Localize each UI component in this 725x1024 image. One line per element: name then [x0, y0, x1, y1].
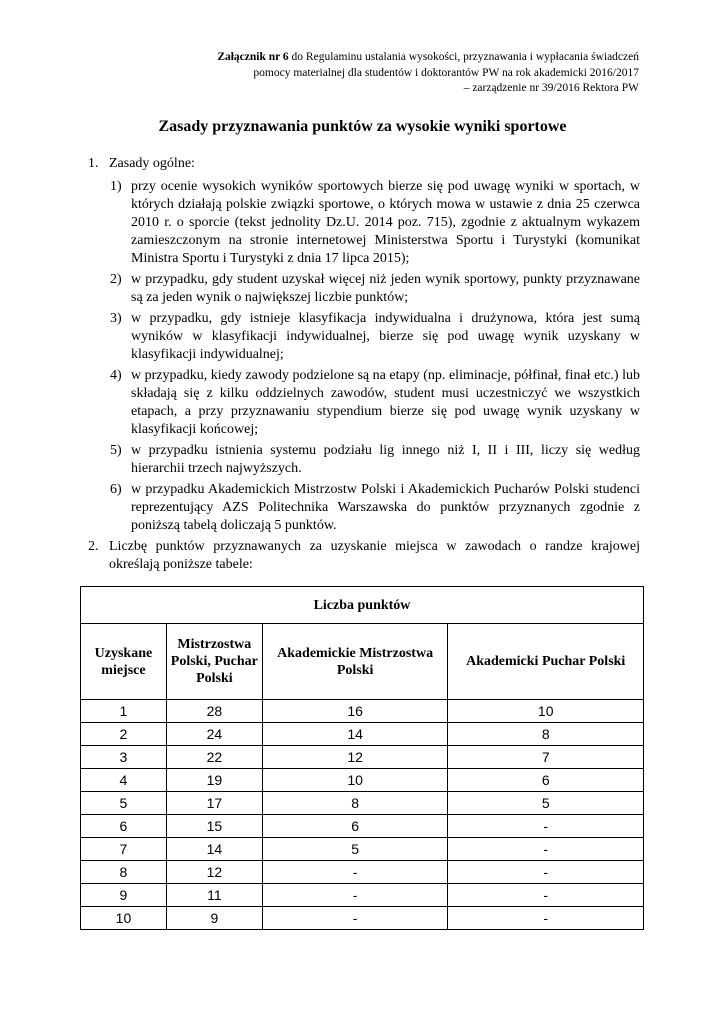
list-item-number: 3)	[110, 311, 122, 326]
table-cell: -	[448, 884, 644, 907]
header-line-1	[159, 50, 639, 66]
points-table	[80, 586, 644, 930]
table-cell: 5	[448, 792, 644, 815]
table-cell: 12	[262, 746, 448, 769]
page-title: Zasady przyznawania punktów za wysokie wyniki sportowe	[158, 118, 567, 135]
rules-list	[110, 178, 640, 538]
table-cell: 6	[81, 815, 167, 838]
header-line-3: – zarządzenie nr 39/2016 Rektora PW	[463, 82, 639, 94]
table-cell: 17	[166, 792, 262, 815]
table-row	[81, 884, 644, 907]
list-item-text: w przypadku Akademickich Mistrzostw Polski i Akademickich Pucharów Polski studenci reprezentujący AZS Politechnika Warszawska do punktów przyznanych zgodnie z poniższą tabelą doliczają 5 punktów.	[131, 482, 640, 533]
section-2	[88, 538, 640, 574]
list-item	[110, 178, 640, 268]
list-item-text: w przypadku istnienia systemu podziału lig innego niż I, II i III, liczy się według hierarchii trzech najwyższych.	[131, 443, 640, 476]
table-cell: 24	[166, 723, 262, 746]
table-cell: 5	[262, 838, 448, 861]
table-cell: 10	[448, 700, 644, 723]
list-item	[110, 442, 640, 478]
table-cell: 8	[81, 861, 167, 884]
table-cell: -	[262, 861, 448, 884]
table-row	[81, 723, 644, 746]
table-row	[81, 815, 644, 838]
header-line-2: pomocy materialnej dla studentów i doktorantów PW na rok akademicki 2016/2017	[253, 66, 639, 79]
table-caption-row	[81, 587, 644, 624]
section-1-heading	[88, 155, 640, 173]
list-item-text: w przypadku, kiedy zawody podzielone są na etapy (np. eliminacje, półfinał, finał etc.) lub składają się z kilku oddzielnych zawodów, student musi uczestniczyć we wszystkich etapach, a przy przyznawaniu stypendium bierze się pod uwagę wynik uzyskany w klasyfikacji końcowej;	[131, 368, 640, 437]
table-cell: 7	[448, 746, 644, 769]
attachment-label: Załącznik nr 6	[217, 51, 289, 63]
table-cell: 12	[166, 861, 262, 884]
list-item	[110, 310, 640, 364]
section-2-text: Liczbę punktów przyznawanych za uzyskanie miejsca w zawodach o randze krajowej określają poniższe tabele:	[109, 539, 640, 572]
table-row	[81, 792, 644, 815]
table-cell: 8	[262, 792, 448, 815]
column-header-academic-championship: Akademickie Mistrzostwa Polski	[262, 624, 448, 700]
table-cell: 6	[262, 815, 448, 838]
table-cell: 10	[81, 907, 167, 930]
table-row	[81, 861, 644, 884]
list-item	[110, 367, 640, 439]
table-cell: 3	[81, 746, 167, 769]
table-cell: -	[262, 884, 448, 907]
table-cell: 4	[81, 769, 167, 792]
table-row	[81, 746, 644, 769]
column-header-academic-cup: Akademicki Puchar Polski	[448, 624, 644, 700]
table-row	[81, 907, 644, 930]
table-cell: 15	[166, 815, 262, 838]
table-cell: 19	[166, 769, 262, 792]
section-1-title: Zasady ogólne:	[109, 156, 195, 171]
table-cell: 28	[166, 700, 262, 723]
table-cell: 10	[262, 769, 448, 792]
table-cell: 14	[262, 723, 448, 746]
table-cell: 14	[166, 838, 262, 861]
section-2-number: 2.	[88, 539, 99, 554]
section-1-number: 1.	[88, 156, 99, 171]
list-item-text: przy ocenie wysokich wyników sportowych bierze się pod uwagę wyniki w sportach, w których działają polskie związki sportowe, o których mowa w ustawie z dnia 25 czerwca 2010 r. o sporcie (tekst jednolity Dz.U. 2014 poz. 715), zgodnie z aktualnym wykazem zamieszczonym na stronie internetowej Ministerstwa Sportu i Turystyki (komunikat Ministra Sportu i Turystyki z dnia 17 lipca 2015);	[131, 179, 640, 266]
table-row	[81, 769, 644, 792]
table-cell: 22	[166, 746, 262, 769]
table-cell: 6	[448, 769, 644, 792]
column-header-polish-championship: Mistrzostwa Polski, Puchar Polski	[166, 624, 262, 700]
list-item-text: w przypadku, gdy student uzyskał więcej niż jeden wynik sportowy, punkty przyznawane są za jeden wynik o największej liczbie punktów;	[131, 272, 640, 305]
header-line-1-rest: do Regulaminu ustalania wysokości, przyznawania i wypłacania świadczeń	[288, 51, 639, 63]
table-cell: -	[448, 907, 644, 930]
table-cell: 5	[81, 792, 167, 815]
table-cell: 7	[81, 838, 167, 861]
list-item-number: 6)	[110, 482, 122, 497]
table-cell: -	[448, 861, 644, 884]
table-cell: 9	[166, 907, 262, 930]
list-item-text: w przypadku, gdy istnieje klasyfikacja indywidualna i drużynowa, która jest sumą wyników w klasyfikacji indywidualnej, bierze się pod uwagę wynik uzyskany w klasyfikacji indywidualnej;	[131, 311, 640, 362]
table-caption: Liczba punktów	[81, 587, 644, 624]
document-header	[159, 50, 639, 97]
list-item-number: 5)	[110, 443, 122, 458]
list-item	[110, 481, 640, 535]
table-cell: -	[448, 815, 644, 838]
table-row	[81, 838, 644, 861]
column-header-place: Uzyskane miejsce	[81, 624, 167, 700]
table-cell: -	[448, 838, 644, 861]
table-cell: 16	[262, 700, 448, 723]
table-cell: -	[262, 907, 448, 930]
list-item-number: 2)	[110, 272, 122, 287]
table-cell: 8	[448, 723, 644, 746]
list-item	[110, 271, 640, 307]
table-row	[81, 700, 644, 723]
table-cell: 11	[166, 884, 262, 907]
list-item-number: 4)	[110, 368, 122, 383]
list-item-number: 1)	[110, 179, 122, 194]
table-cell: 9	[81, 884, 167, 907]
table-cell: 2	[81, 723, 167, 746]
table-cell: 1	[81, 700, 167, 723]
table-header-row	[81, 624, 644, 700]
